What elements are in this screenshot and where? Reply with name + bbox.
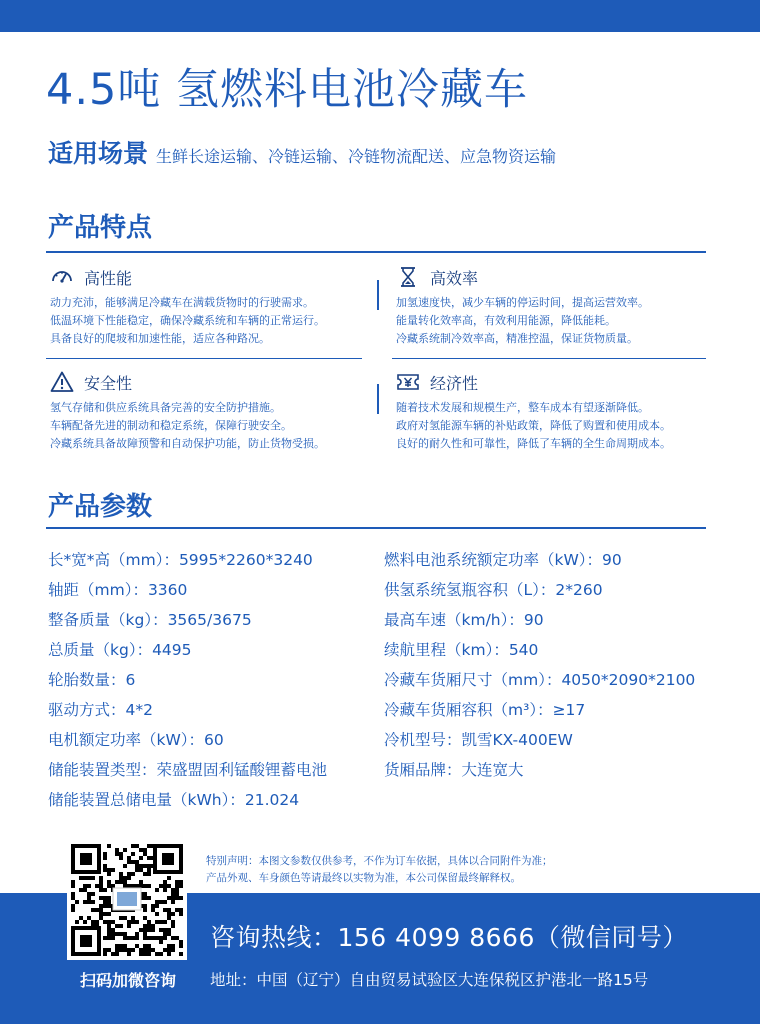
- feature-line: 冷藏系统具备故障预警和自动保护功能，防止货物受损。: [50, 437, 325, 450]
- top-color-bar: [0, 0, 760, 32]
- param-item: 电机额定功率（kW）：60: [48, 731, 224, 749]
- feature-line: 氢气存储和供应系统具备完善的安全防护措施。: [50, 401, 281, 414]
- param-item: 整备质量（kg）：3565/3675: [48, 611, 252, 629]
- feature-economy: [396, 369, 716, 453]
- feature-line: 具备良好的爬坡和加速性能，适应各种路况。: [50, 332, 270, 345]
- note-line: 特别声明：本图文参数仅供参考，不作为订车依据，具体以合同附件为准；: [206, 855, 553, 867]
- feature-title: 安全性: [84, 373, 133, 393]
- params-divider: [46, 527, 706, 529]
- param-item: 轴距（mm）：3360: [48, 581, 188, 599]
- application-scene: [48, 134, 556, 170]
- feature-line: 车辆配备先进的制动和稳定系统，保障行驶安全。: [50, 419, 292, 432]
- feature-performance: [50, 264, 370, 348]
- feature-line: 能量转化效率高，有效利用能源，降低能耗。: [396, 314, 616, 327]
- features-heading: 产品特点: [48, 213, 153, 243]
- param-item: 供氢系统氢瓶容积（L）：2*260: [384, 581, 603, 599]
- feature-title: 经济性: [430, 373, 479, 393]
- param-item: 冷藏车货厢容积（m³）：≥17: [384, 701, 586, 719]
- column-divider: [377, 280, 379, 310]
- speedometer-icon: [50, 265, 74, 289]
- param-item: 储能装置总储电量（kWh）：21.024: [48, 791, 300, 809]
- param-item: 冷机型号：凯雪KX-400EW: [384, 731, 573, 749]
- wechat-qr-code[interactable]: [67, 840, 187, 960]
- feature-line: 冷藏系统制冷效率高，精准控温，保证货物质量。: [396, 332, 638, 345]
- disclaimer-note: [206, 853, 553, 887]
- column-divider: [377, 384, 379, 414]
- feature-line: 政府对氢能源车辆的补贴政策，降低了购置和使用成本。: [396, 419, 671, 432]
- param-item: 轮胎数量：6: [48, 671, 136, 689]
- feature-safety: [50, 369, 370, 453]
- params-right-column: [384, 545, 695, 785]
- params-left-column: [48, 545, 327, 815]
- scene-text: 生鲜长途运输、冷链运输、冷链物流配送、应急物资运输: [156, 147, 557, 166]
- feature-title: 高效率: [430, 268, 479, 288]
- warning-icon: [50, 370, 74, 394]
- param-item: 总质量（kg）：4495: [48, 641, 192, 659]
- feature-efficiency: [396, 264, 716, 348]
- page-title: 4.5吨 氢燃料电池冷藏车: [46, 65, 529, 115]
- feature-line: 动力充沛，能够满足冷藏车在满载货物时的行驶需求。: [50, 296, 314, 309]
- hourglass-icon: [396, 265, 420, 289]
- qr-label: 扫码加微咨询: [79, 971, 176, 990]
- param-item: 货厢品牌：大连宽大: [384, 761, 524, 779]
- param-item: 最高车速（km/h）：90: [384, 611, 544, 629]
- params-heading: 产品参数: [48, 492, 153, 522]
- feature-line: 加氢速度快，减少车辆的停运时间，提高运营效率。: [396, 296, 649, 309]
- feature-title: 高性能: [84, 268, 133, 288]
- note-line: 产品外观、车身颜色等请最终以实物为准，本公司保留最终解释权。: [206, 872, 521, 884]
- param-item: 燃料电池系统额定功率（kW）：90: [384, 551, 622, 569]
- qr-code-image: [67, 840, 187, 960]
- param-item: 续航里程（km）：540: [384, 641, 539, 659]
- feature-line: 良好的耐久性和可靠性，降低了车辆的全生命周期成本。: [396, 437, 671, 450]
- scene-label: 适用场景: [48, 139, 149, 168]
- feature-line: 随着技术发展和规模生产，整车成本有望逐渐降低。: [396, 401, 649, 414]
- company-address: 地址：中国（辽宁）自由贸易试验区大连保税区护港北一路15号: [210, 971, 649, 989]
- hotline: 咨询热线：156 4099 8666（微信同号）: [210, 923, 688, 952]
- param-item: 冷藏车货厢尺寸（mm）：4050*2090*2100: [384, 671, 696, 689]
- param-item: 长*宽*高（mm）：5995*2260*3240: [48, 551, 313, 569]
- param-item: 储能装置类型：荣盛盟固利锰酸锂蓄电池: [48, 761, 328, 779]
- yen-ticket-icon: [396, 370, 420, 394]
- feature-line: 低温环境下性能稳定，确保冷藏系统和车辆的正常运行。: [50, 314, 325, 327]
- row-divider: [46, 358, 362, 359]
- row-divider: [392, 358, 706, 359]
- features-divider: [46, 251, 706, 253]
- param-item: 驱动方式：4*2: [48, 701, 153, 719]
